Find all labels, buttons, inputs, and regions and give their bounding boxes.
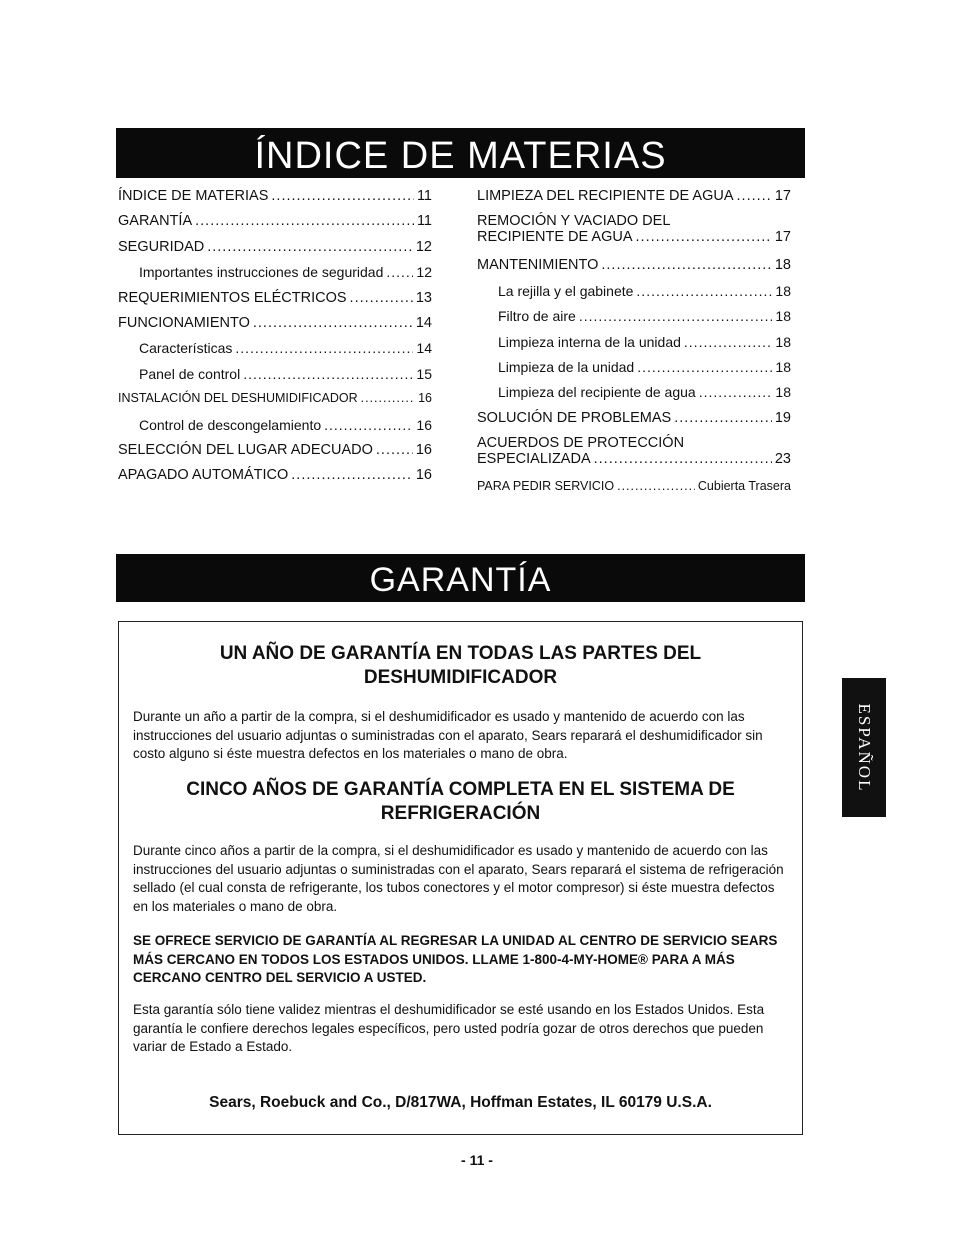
toc-label: FUNCIONAMIENTO xyxy=(118,314,250,331)
toc-page: 14 xyxy=(415,314,432,331)
toc-entry[interactable] xyxy=(118,366,432,391)
toc-page: 16 xyxy=(418,391,432,406)
toc-leader xyxy=(617,479,695,493)
toc-entry[interactable] xyxy=(477,435,791,479)
toc-leader xyxy=(243,366,413,382)
toc-leader xyxy=(195,213,414,229)
toc-page: 13 xyxy=(415,289,432,306)
toc-leader xyxy=(235,340,413,356)
toc-page: 19 xyxy=(774,409,791,426)
toc-label: Limpieza del recipiente de agua xyxy=(498,384,696,401)
toc-right-column xyxy=(477,188,791,505)
toc-entry[interactable] xyxy=(118,442,432,467)
toc-entry[interactable] xyxy=(118,340,432,365)
toc-leader xyxy=(361,391,415,405)
language-tab-label: ESPAÑOL xyxy=(855,703,874,792)
toc-entry[interactable] xyxy=(118,315,432,340)
toc-page: Cubierta Trasera xyxy=(697,479,791,494)
toc-entry[interactable] xyxy=(118,417,432,442)
toc-label: SEGURIDAD xyxy=(118,238,205,255)
toc-entry[interactable] xyxy=(118,290,432,315)
toc-entry[interactable] xyxy=(477,283,791,308)
toc-label: SOLUCIÓN DE PROBLEMAS xyxy=(477,409,672,426)
toc-label-continued: ESPECIALIZADA xyxy=(477,451,591,468)
warranty-paragraph-five-year: Durante cinco años a partir de la compra, si el deshumidificador es usado y mantenido de acuerdo con las instrucciones del usuario adjuntas o suministradas con el aparato, Sears reparará el sistema de refrigeración sellado (el cual consta de refrigerante, los tubos conectores y el motor compresor) si éste muestra defectos en los materiales o mano de obra. xyxy=(133,843,784,914)
toc-banner: ÍNDICE DE MATERIAS xyxy=(116,128,805,178)
toc-label: REMOCIÓN Y VACIADO DEL xyxy=(477,213,671,230)
toc-page: 11 xyxy=(416,188,432,204)
toc-label: Limpieza interna de la unidad xyxy=(498,333,681,350)
toc-page: 16 xyxy=(416,416,432,433)
language-tab xyxy=(842,678,886,817)
toc-entry[interactable] xyxy=(118,264,432,289)
toc-label: Características xyxy=(139,340,233,357)
toc-entry[interactable] xyxy=(118,467,432,492)
toc-page: 18 xyxy=(775,384,791,401)
toc-page: 17 xyxy=(774,229,791,246)
toc-label: MANTENIMIENTO xyxy=(477,257,599,274)
toc-page: 15 xyxy=(416,365,432,382)
toc-entry[interactable] xyxy=(118,239,432,264)
toc-label-continued: RECIPIENTE DE AGUA xyxy=(477,229,633,246)
toc-label: Panel de control xyxy=(139,365,241,382)
toc-label: Importantes instrucciones de seguridad xyxy=(139,264,384,281)
toc-entry[interactable] xyxy=(477,188,791,213)
toc-page: 12 xyxy=(415,238,432,255)
toc-label: GARANTÍA xyxy=(118,213,193,230)
toc-label: ACUERDOS DE PROTECCIÓN xyxy=(477,435,685,452)
toc-leader xyxy=(324,417,413,433)
toc-label: REQUERIMIENTOS ELÉCTRICOS xyxy=(118,289,347,306)
warranty-box xyxy=(118,621,803,1135)
toc-page: 18 xyxy=(775,282,791,299)
toc-label: PARA PEDIR SERVICIO xyxy=(477,479,615,494)
toc-leader xyxy=(579,308,773,324)
toc-page: 18 xyxy=(775,358,791,375)
sears-address: Sears, Roebuck and Co., D/817WA, Hoffman Estates, IL 60179 U.S.A. xyxy=(209,1094,712,1111)
toc-leader xyxy=(636,283,772,299)
toc-page: 23 xyxy=(774,451,791,468)
toc-label: SELECCIÓN DEL LUGAR ADECUADO xyxy=(118,441,373,458)
toc-entry[interactable] xyxy=(118,391,432,416)
toc-label: ÍNDICE DE MATERIAS xyxy=(118,188,269,204)
warranty-heading-one-year: UN AÑO DE GARANTÍA EN TODAS LAS PARTES DEL DESHUMIDIFICADOR xyxy=(219,643,702,688)
toc-page: 18 xyxy=(775,308,791,325)
toc-leader xyxy=(637,359,772,375)
toc-entry[interactable] xyxy=(477,359,791,384)
toc-entry[interactable] xyxy=(477,334,791,359)
toc-leader xyxy=(350,290,413,306)
toc-leader xyxy=(253,315,413,331)
toc-leader xyxy=(207,239,413,255)
toc-page: 16 xyxy=(415,441,432,458)
toc-page: 18 xyxy=(774,257,791,274)
toc-entry[interactable] xyxy=(477,257,791,282)
toc-leader xyxy=(636,229,772,245)
toc-leader xyxy=(674,410,772,426)
warranty-paragraph-one-year: Durante un año a partir de la compra, si el deshumidificador es usado y mantenido de acuerdo con las instrucciones del usuario adjuntas o suministradas con el aparato, Sears reparará el deshumidificador sin costo alguno si éste muestra defectos en los materiales o mano de obra. xyxy=(133,709,763,761)
warranty-banner: GARANTÍA xyxy=(116,554,805,602)
toc-leader xyxy=(271,188,414,204)
toc-label: LIMPIEZA DEL RECIPIENTE DE AGUA xyxy=(477,188,734,204)
toc-entry[interactable] xyxy=(477,213,791,257)
toc-page: 16 xyxy=(415,467,432,484)
toc-label: La rejilla y el gabinete xyxy=(498,282,634,299)
toc-entry[interactable] xyxy=(477,410,791,435)
toc-left-column xyxy=(118,188,432,493)
toc-entry[interactable] xyxy=(477,308,791,333)
toc-entry[interactable] xyxy=(118,213,432,238)
toc-page: 11 xyxy=(416,213,432,230)
toc-label: Filtro de aire xyxy=(498,308,576,325)
toc-leader xyxy=(737,188,772,204)
warranty-validity-note: Esta garantía sólo tiene validez mientras el deshumidificador se esté usando en los Estados Unidos. Esta garantía le confiere derechos legales específicos, pero usted podría gozar de otros derechos que pueden variar de Estado a Estado. xyxy=(133,1002,765,1054)
toc-leader xyxy=(594,451,772,467)
toc-entry[interactable] xyxy=(118,188,432,213)
toc-page: 12 xyxy=(416,264,432,281)
warranty-service-notice: SE OFRECE SERVICIO DE GARANTÍA AL REGRESAR LA UNIDAD AL CENTRO DE SERVICIO SEARS MÁS CERCANO EN TODOS LOS ESTADOS UNIDOS. LLAME 1-800-4-MY-HOME® PARA A MÁS CERCANO CENTRO DEL SERVICIO A USTED. xyxy=(133,933,778,985)
toc-leader xyxy=(376,442,413,458)
toc-entry[interactable] xyxy=(477,479,791,504)
toc-leader xyxy=(386,264,413,280)
toc-label: Limpieza de la unidad xyxy=(498,358,635,375)
toc-leader xyxy=(291,467,413,483)
toc-label: INSTALACIÓN DEL DESHUMIDIFICADOR xyxy=(118,391,358,406)
toc-page: 14 xyxy=(416,340,432,357)
toc-leader xyxy=(684,334,773,350)
toc-label: Control de descongelamiento xyxy=(139,416,322,433)
toc-entry[interactable] xyxy=(477,384,791,409)
page-number: - 11 - xyxy=(461,1152,493,1168)
warranty-heading-five-year: CINCO AÑOS DE GARANTÍA COMPLETA EN EL SISTEMA DE REFRIGERACIÓN xyxy=(186,779,735,824)
toc-page: 18 xyxy=(775,333,791,350)
toc-leader xyxy=(699,384,773,400)
toc-label: APAGADO AUTOMÁTICO xyxy=(118,467,289,484)
toc-leader xyxy=(601,257,771,273)
toc-page: 17 xyxy=(774,188,791,204)
